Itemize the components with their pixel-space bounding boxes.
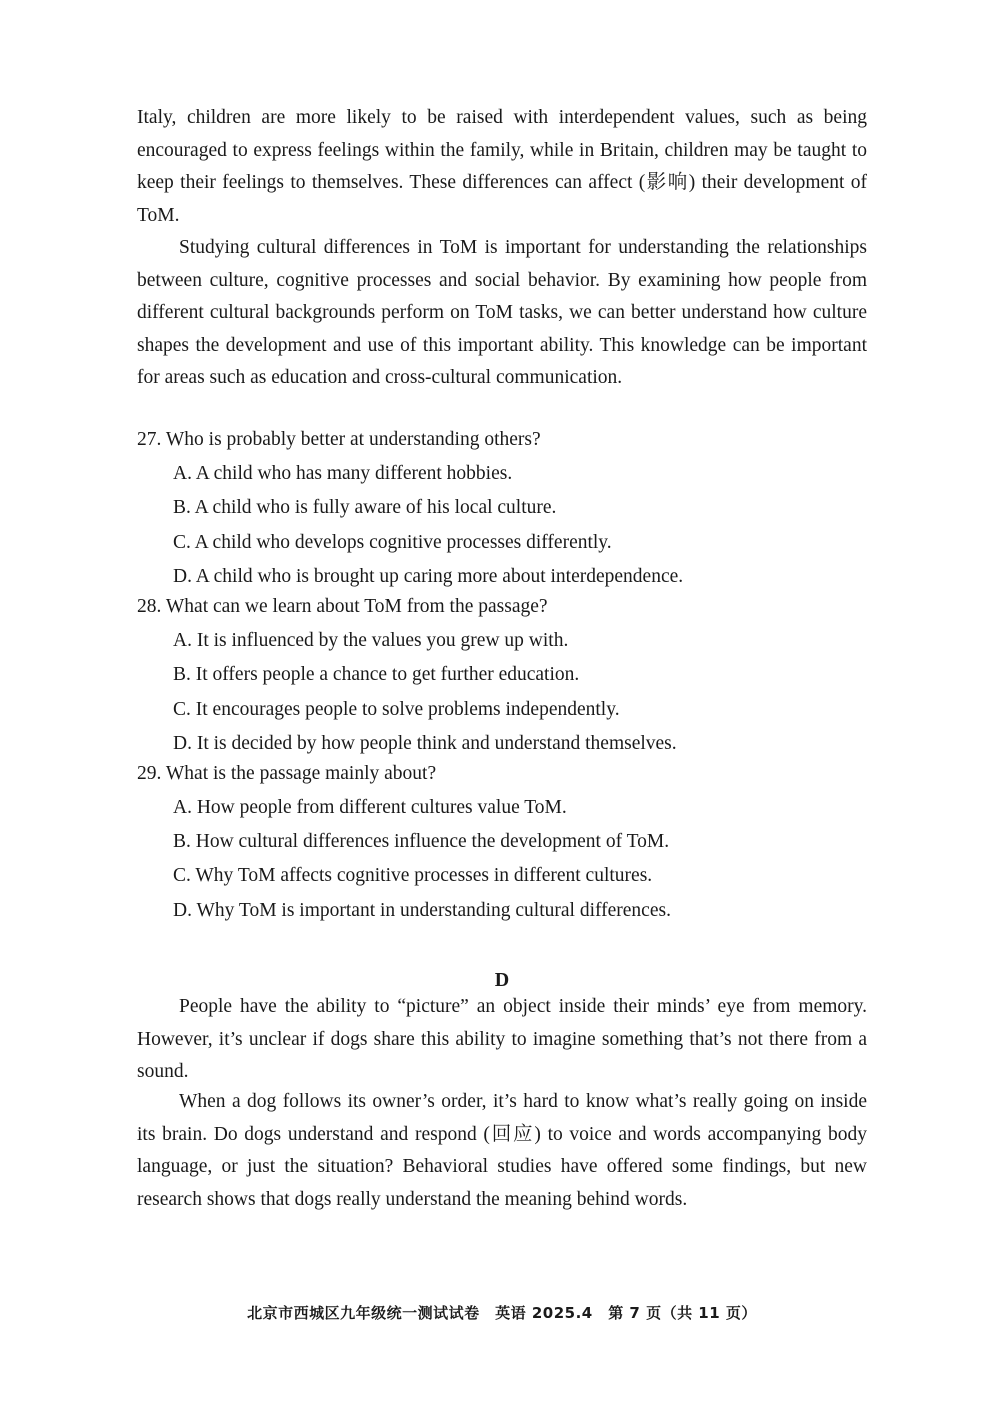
passage-d-paragraph-1: People have the ability to “picture” an object inside their minds’ eye from memory. However, it’s unclear if dogs share this ability to imagine something that’s not there from a sound. (137, 996, 867, 1082)
passage-c-paragraph-1: Italy, children are more likely to be raised with interdependent values, such as being encouraged to express feelings within the family, while in Britain, children may be taught to keep their feelings to themselves. These differences can affect (影响) their development of ToM. (137, 107, 867, 226)
question-28-option-c: C. It encourages people to solve problems independently. (173, 699, 620, 720)
question-27-option-b: B. A child who is fully aware of his local culture. (173, 497, 557, 518)
question-28-stem: 28. What can we learn about ToM from the passage? (137, 596, 548, 617)
question-28-option-d: D. It is decided by how people think and understand themselves. (173, 733, 677, 754)
question-29-option-a: A. How people from different cultures value ToM. (173, 797, 567, 818)
question-28-option-a: A. It is influenced by the values you grew up with. (173, 630, 569, 651)
question-27-option-a: A. A child who has many different hobbies. (173, 463, 513, 484)
page-footer: 北京市西城区九年级统一测试试卷 英语 2025.4 第 7 页（共 11 页） (247, 1304, 757, 1322)
question-27-option-c: C. A child who develops cognitive processes differently. (173, 532, 612, 553)
question-27-stem: 27. Who is probably better at understanding others? (137, 429, 541, 450)
passage-d-paragraph-2: When a dog follows its owner’s order, it’s hard to know what’s really going on inside its brain. Do dogs understand and respond (回应) to voice and words accompanying body language, or just the situation? Behavioral studies have offered some findings, but new research shows that dogs really understand the meaning behind words. (137, 1091, 867, 1210)
question-29-stem: 29. What is the passage mainly about? (137, 763, 437, 784)
question-29-option-d: D. Why ToM is important in understanding cultural differences. (173, 900, 671, 921)
section-d-title: D (494, 969, 510, 991)
question-28-option-b: B. It offers people a chance to get further education. (173, 664, 580, 685)
question-27-option-d: D. A child who is brought up caring more about interdependence. (173, 566, 684, 587)
question-29-option-b: B. How cultural differences influence the development of ToM. (173, 831, 670, 852)
question-29-option-c: C. Why ToM affects cognitive processes in different cultures. (173, 865, 653, 886)
passage-c-paragraph-2: Studying cultural differences in ToM is important for understanding the relationships between culture, cognitive processes and social behavior. By examining how people from different cultural backgrounds perform on ToM tasks, we can better understand how culture shapes the development and use of this important ability. This knowledge can be important for areas such as education and cross-cultural communication. (137, 237, 867, 388)
